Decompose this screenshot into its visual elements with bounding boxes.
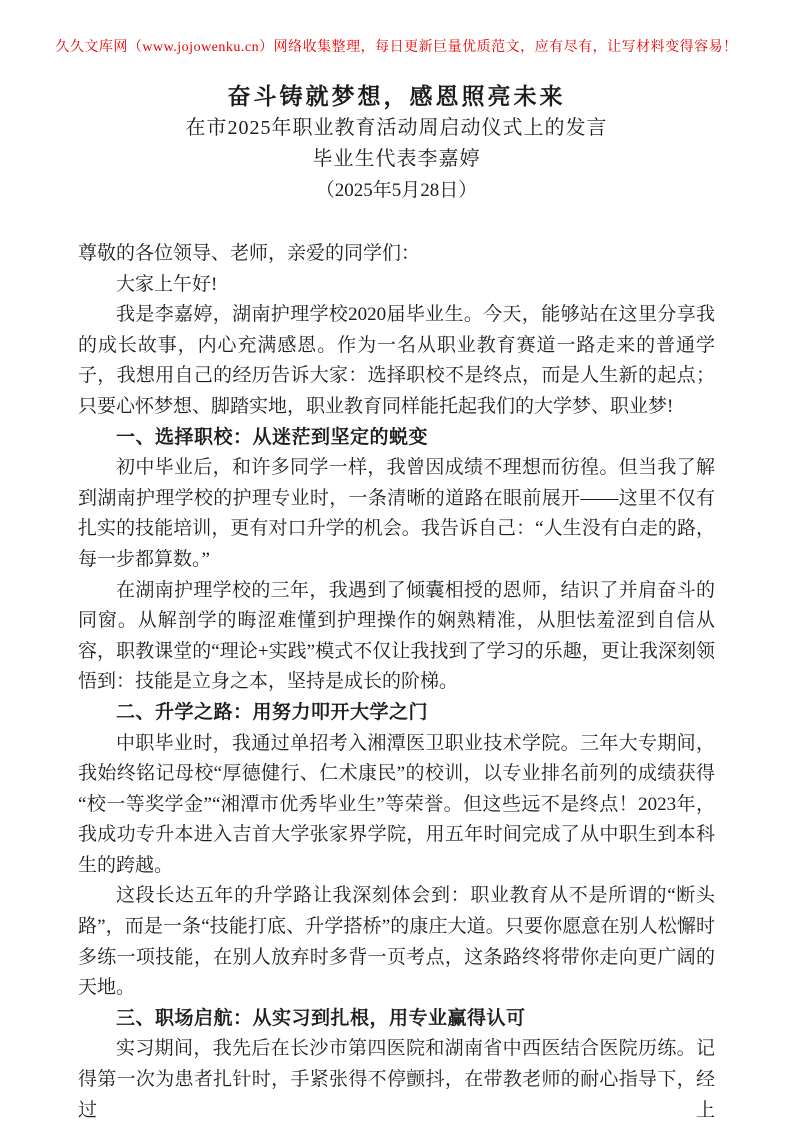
body-paragraph: 实习期间，我先后在长沙市第四医院和湖南省中西医结合医院历练。记得第一次为患者扎针时，手紧张得不停颤抖，在带教老师的耐心指导下，经过上 (78, 1038, 715, 1121)
document-body (78, 239, 715, 1122)
section-heading: 二、升学之路：用努力叩开大学之门 (116, 701, 429, 723)
body-paragraph: 初中毕业后，和许多同学一样，我曾因成绩不理想而彷徨。但当我了解到湖南护理学校的护理专业时，一条清晰的道路在眼前展开——这里不仅有扎实的技能培训，更有对口升学的机会。我告诉自己：“人生没有白走的路，每一步都算数。” (78, 457, 715, 570)
date-line: （2025年5月28日） (315, 180, 478, 201)
site-watermark-notice: 久久文库网（www.jojowenku.cn）网络收集整理，每日更新巨量优质范文，应有尽有，让写材料变得容易！ (55, 40, 738, 55)
body-paragraph: 中职毕业时，我通过单招考入湘潭医卫职业技术学院。三年大专期间，我始终铭记母校“厚德健行、仁术康民”的校训，以专业排名前列的成绩获得“校一等奖学金”“湘潭市优秀毕业生”等荣誉。但这些远不是终点！2023年，我成功专升本进入吉首大学张家界学院，用五年时间完成了从中职生到本科生的跨越。 (78, 732, 715, 876)
document-subtitle: 在市2025年职业教育活动周启动仪式上的发言 (185, 117, 608, 139)
document-title: 奋斗铸就梦想，感恩照亮未来 (227, 84, 566, 109)
section-heading: 一、选择职校：从迷茫到坚定的蜕变 (116, 426, 429, 448)
body-paragraph: 在湖南护理学校的三年，我遇到了倾囊相授的恩师，结识了并肩奋斗的同窗。从解剖学的晦涩难懂到护理操作的娴熟精准，从胆怯羞涩到自信从容，职教课堂的“理论+实践”模式不仅让我找到了学习的乐趣，更让我深刻领悟到：技能是立身之本，坚持是成长的阶梯。 (78, 579, 715, 693)
body-paragraph: 我是李嘉婷，湖南护理学校2020届毕业生。今天，能够站在这里分享我的成长故事，内心充满感恩。作为一名从职业教育赛道一路走来的普通学子，我想用自己的经历告诉大家：选择职校不是终点，而是人生新的起点；只要心怀梦想、脚踏实地，职业教育同样能托起我们的大学梦、职业梦! (78, 304, 715, 417)
body-paragraph: 这段长达五年的升学路让我深刻体会到：职业教育从不是所谓的“断头路”，而是一条“技能打底、升学搭桥”的康庄大道。只要你愿意在别人松懈时多练一项技能，在别人放弃时多背一页考点，这条路终将带你走向更广阔的天地。 (78, 885, 715, 999)
title-block (0, 80, 793, 206)
section-heading: 三、职场启航：从实习到扎根，用专业赢得认可 (116, 1007, 526, 1029)
speaker-name-line: 毕业生代表李嘉婷 (312, 148, 481, 170)
body-paragraph: 大家上午好! (116, 273, 218, 295)
salutation-line: 尊敬的各位领导、老师，亲爱的同学们： (78, 243, 421, 264)
